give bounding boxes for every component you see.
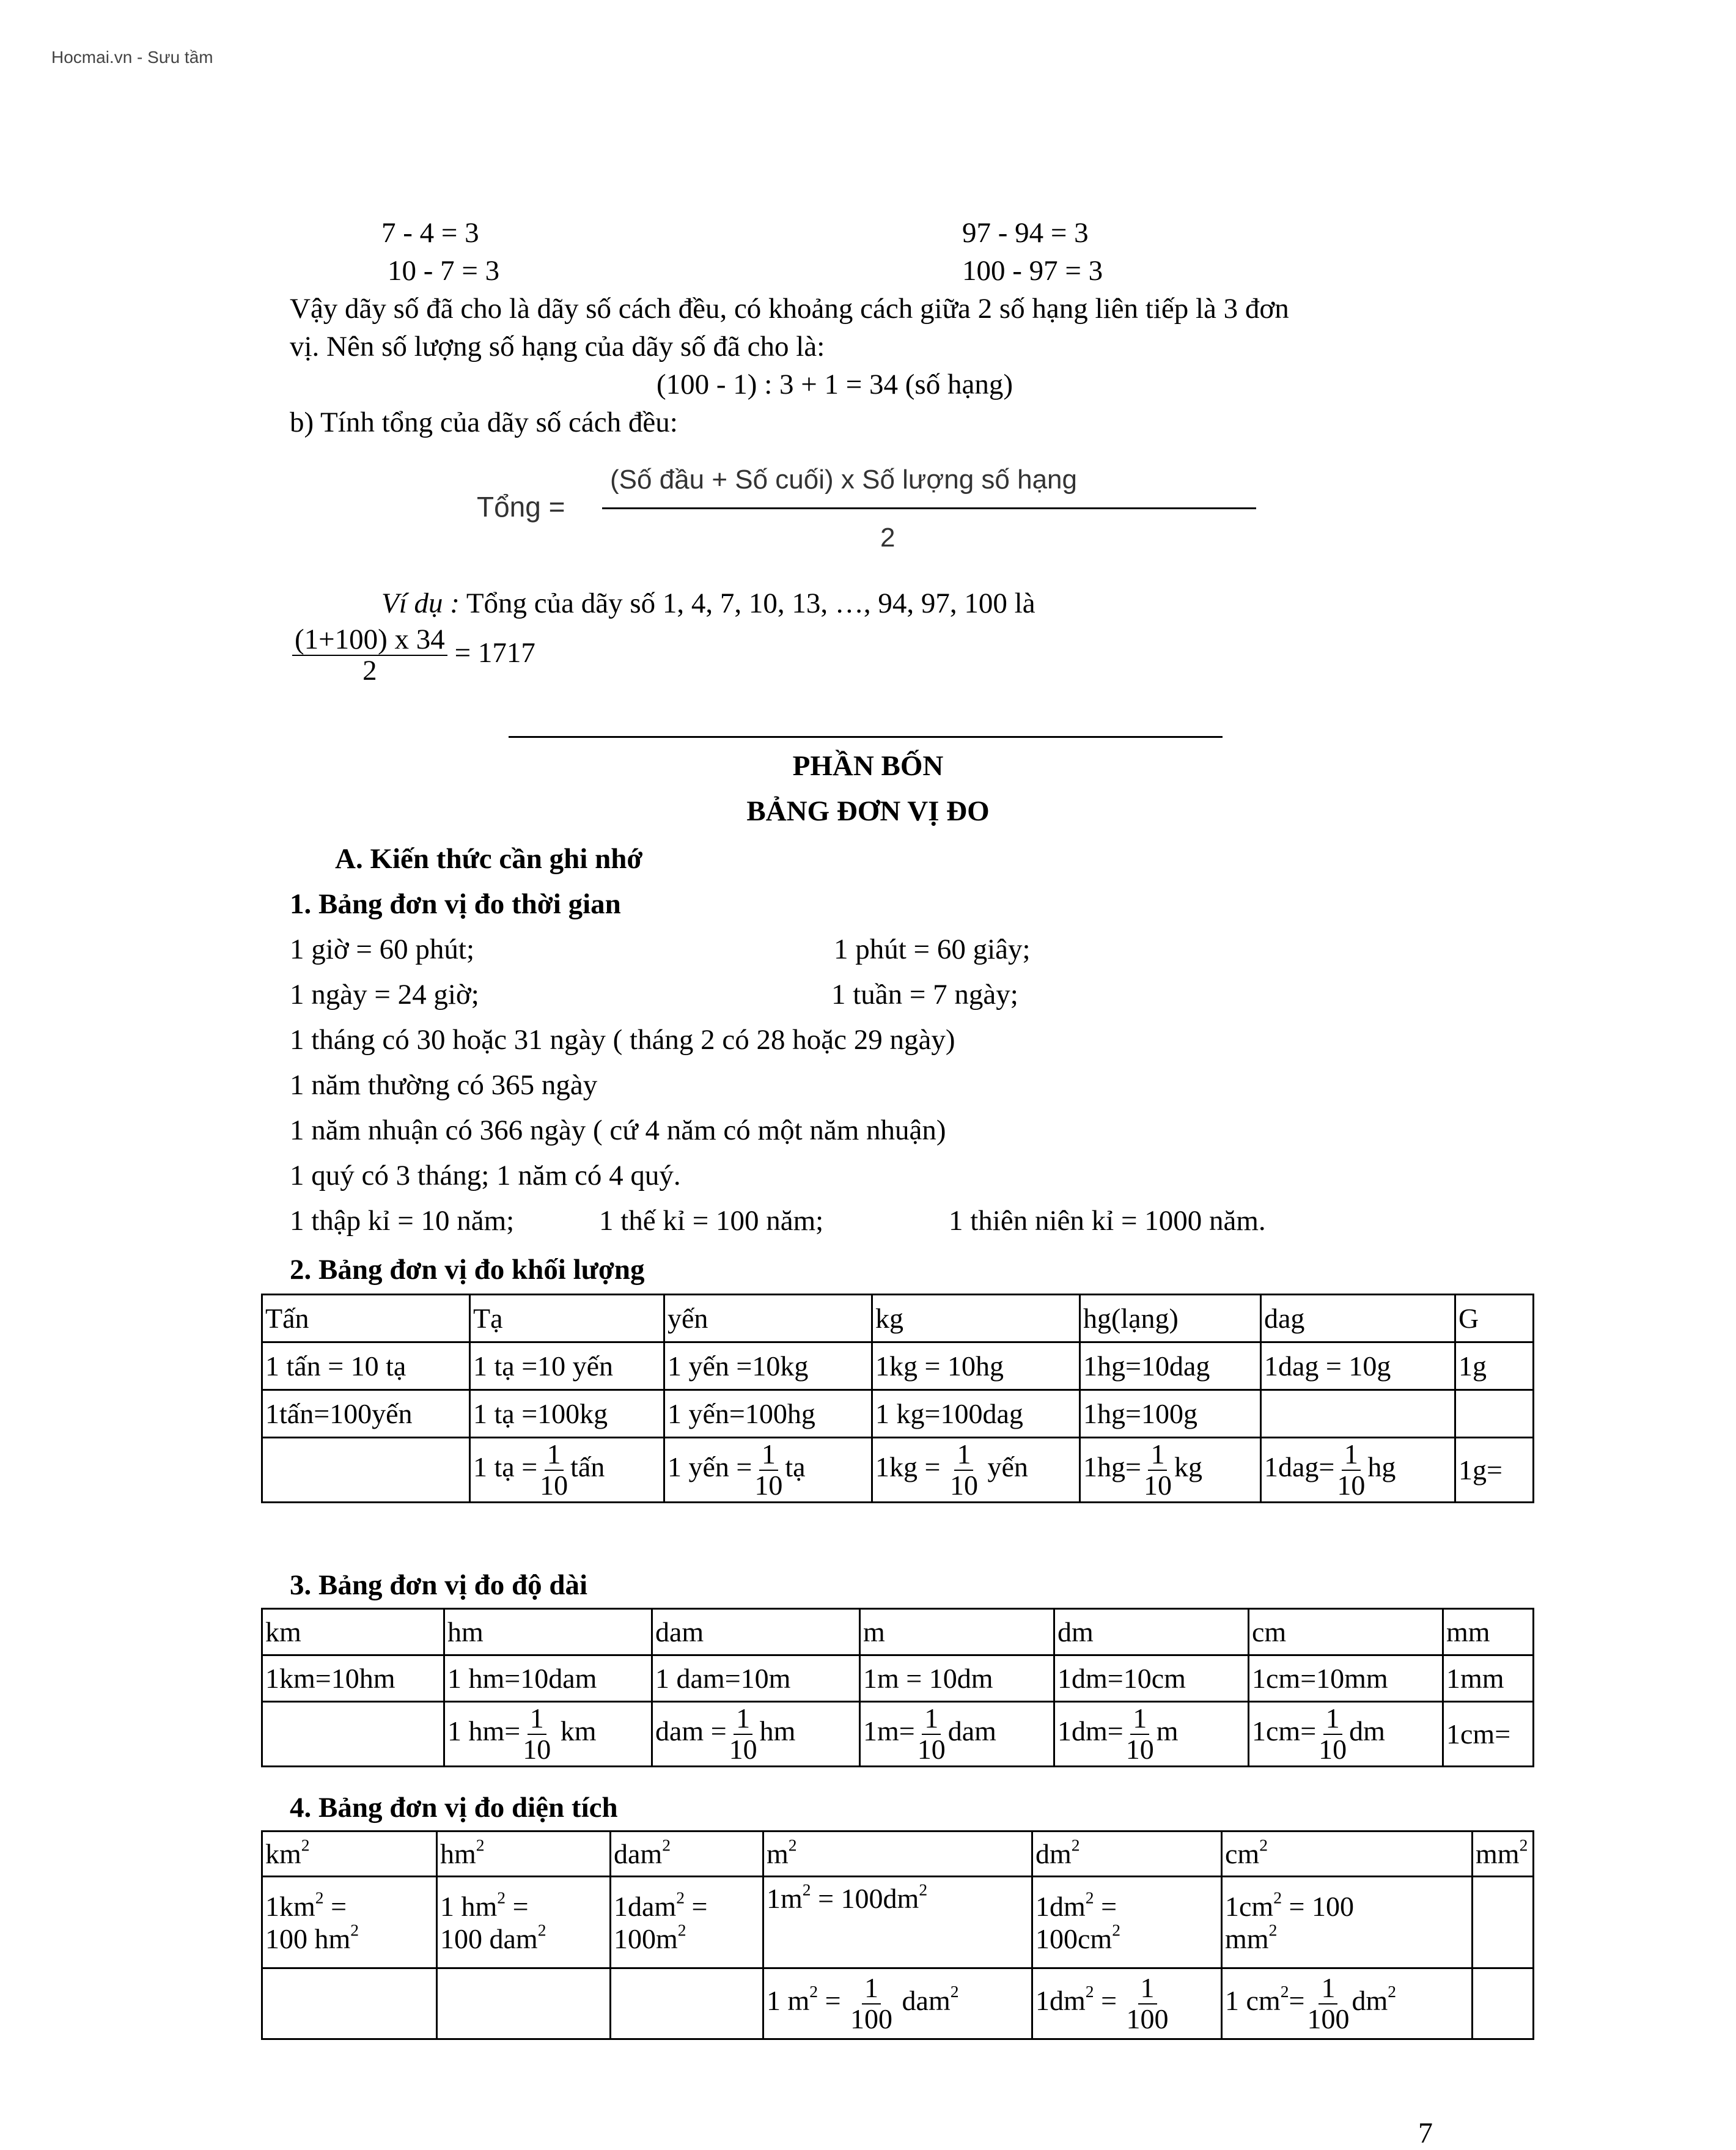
formula-denominator: 2: [880, 523, 896, 553]
mass-cell: 1kg = 10hg: [872, 1342, 1080, 1390]
area-unit: $hm^2$: [437, 1832, 611, 1877]
area-unit: $cm^2$: [1222, 1832, 1473, 1877]
fraction: $\frac{1}{10}$: [1143, 1438, 1172, 1501]
time-row-7c: 1 thiên niên kỉ = 1000 năm.: [949, 1205, 1266, 1237]
length-cell: 1dm=10cm: [1054, 1655, 1249, 1702]
length-cell: 1mm: [1443, 1655, 1534, 1702]
time-row-5: 1 năm nhuận có 366 ngày ( cứ 4 năm có một năm nhuận): [290, 1114, 946, 1146]
fraction: $\frac{1}{10}$: [523, 1703, 551, 1765]
example-label: Ví dụ :: [381, 587, 460, 619]
example-fraction: [292, 625, 447, 687]
time-row-2b: 1 tuần = 7 ngày;: [831, 979, 1018, 1011]
example-calculation: [292, 625, 535, 687]
area-cell-empty: [611, 1968, 763, 2039]
length-fraction-cell: 1cm= $\frac{1}{10}$ dm: [1249, 1702, 1443, 1767]
mass-cell: 1 tấn = 10 tạ: [262, 1342, 470, 1390]
mass-cell: 1hg=10dag: [1080, 1342, 1261, 1390]
mass-fraction-cell: 1g=: [1455, 1438, 1534, 1503]
example-line: [381, 587, 1035, 620]
mass-cell: 1 tạ =10 yến: [470, 1342, 664, 1390]
area-cell: $1km^2$ = 100 $hm^2$: [262, 1877, 437, 1968]
formula-label: Tổng =: [477, 491, 565, 523]
sum-formula: [477, 465, 1259, 556]
time-row-3: 1 tháng có 30 hoặc 31 ngày ( tháng 2 có 28 hoặc 29 ngày): [290, 1024, 955, 1056]
mass-heading: 2. Bảng đơn vị đo khối lượng: [290, 1254, 645, 1286]
mass-cell: 1g: [1455, 1342, 1534, 1390]
time-row-2a: 1 ngày = 24 giờ;: [290, 979, 479, 1011]
section-divider: [509, 736, 1223, 738]
mass-fraction-cell: 1 tạ = $\frac{1}{10}$ tấn: [470, 1438, 664, 1503]
mass-fraction-cell: 1hg= $\frac{1}{10}$ kg: [1080, 1438, 1261, 1503]
mass-cell: 1 kg=100dag: [872, 1390, 1080, 1438]
mass-unit: G: [1455, 1295, 1534, 1342]
area-row-1: [262, 1877, 1534, 1968]
page-number: 7: [1418, 2117, 1433, 2149]
length-unit: mm: [1443, 1609, 1534, 1655]
mass-cell: 1tấn=100yến: [262, 1390, 470, 1438]
length-fraction-cell: 1 hm= $\frac{1}{10}$ km: [444, 1702, 652, 1767]
fraction: $\frac{1}{100}$: [850, 1972, 893, 2034]
length-cell: 1km=10hm: [262, 1655, 444, 1702]
example-denominator: 2: [362, 655, 377, 687]
fraction: $\frac{1}{10}$: [540, 1438, 568, 1501]
time-row-6: 1 quý có 3 tháng; 1 năm có 4 quý.: [290, 1160, 681, 1191]
fraction: $\frac{1}{10}$: [754, 1438, 783, 1501]
section-subtitle: A. Kiến thức cần ghi nhớ: [335, 843, 643, 875]
mass-table: [261, 1294, 1534, 1503]
area-unit: $mm^2$: [1473, 1832, 1534, 1877]
length-cell-empty: [262, 1702, 444, 1767]
fraction: $\frac{1}{100}$: [1307, 1972, 1350, 2034]
mass-cell: [1261, 1390, 1455, 1438]
length-units-row: [262, 1609, 1534, 1655]
area-cell-empty: [1473, 1968, 1534, 2039]
mass-unit: hg(lạng): [1080, 1295, 1261, 1342]
time-row-1b: 1 phút = 60 giây;: [834, 933, 1031, 965]
area-table: [261, 1830, 1534, 2040]
area-cell: 1dam$^2$ = $100m^2$: [611, 1877, 763, 1968]
area-unit: $km^2$: [262, 1832, 437, 1877]
area-unit: $dm^2$: [1032, 1832, 1222, 1877]
area-fraction-cell: $1dm^2$ = $\frac{1}{100}$: [1032, 1968, 1222, 2039]
area-cell: 1 $hm^2$ = 100 dam$^2$: [437, 1877, 611, 1968]
length-unit: dam: [652, 1609, 860, 1655]
area-cell-empty: [262, 1968, 437, 2039]
mass-row-1: [262, 1342, 1534, 1390]
time-row-7a: 1 thập kỉ = 10 năm;: [290, 1205, 515, 1237]
mass-unit: Tạ: [470, 1295, 664, 1342]
area-cell-empty: [437, 1968, 611, 2039]
length-unit: dm: [1054, 1609, 1249, 1655]
area-fraction-cell: 1 $m^2$ = $\frac{1}{100}$ dam$^2$: [763, 1968, 1032, 2039]
equation-1: 7 - 4 = 3: [381, 217, 479, 249]
paragraph-line-2: vị. Nên số lượng số hạng của dãy số đã cho là:: [290, 331, 825, 363]
mass-cell: 1 tạ =100kg: [470, 1390, 664, 1438]
length-cell: 1m = 10dm: [860, 1655, 1054, 1702]
count-formula: (100 - 1) : 3 + 1 = 34 (số hạng): [657, 369, 1013, 400]
formula-fraction-bar: [602, 507, 1256, 509]
length-heading: 3. Bảng đơn vị đo độ dài: [290, 1569, 588, 1601]
length-fraction-cell: 1cm=: [1443, 1702, 1534, 1767]
area-cell: $1m^2 = 100dm^2$: [763, 1877, 1032, 1968]
mass-row-3: [262, 1438, 1534, 1503]
length-unit: hm: [444, 1609, 652, 1655]
area-fraction-cell: 1 $cm^2=$ $\frac{1}{100}$ $dm^2$: [1222, 1968, 1473, 2039]
equation-2: 97 - 94 = 3: [962, 217, 1089, 249]
length-table: [261, 1608, 1534, 1767]
length-cell: 1cm=10mm: [1249, 1655, 1443, 1702]
example-text: Tổng của dãy số 1, 4, 7, 10, 13, …, 94, 97, 100 là: [466, 587, 1035, 619]
formula-numerator: (Số đầu + Số cuối) x Số lượng số hạng: [610, 465, 1077, 495]
mass-row-2: [262, 1390, 1534, 1438]
mass-cell: 1 yến =10kg: [664, 1342, 872, 1390]
mass-cell: [1455, 1390, 1534, 1438]
area-cell: $1dm^2$ = $100cm^2$: [1032, 1877, 1222, 1968]
area-unit: dam$^2$: [611, 1832, 763, 1877]
mass-units-row: [262, 1295, 1534, 1342]
fraction: $\frac{1}{10}$: [949, 1438, 978, 1501]
equation-3: 10 - 7 = 3: [388, 255, 500, 287]
length-unit: km: [262, 1609, 444, 1655]
length-row-1: [262, 1655, 1534, 1702]
time-row-4: 1 năm thường có 365 ngày: [290, 1069, 598, 1101]
length-cell: 1 hm=10dam: [444, 1655, 652, 1702]
length-row-2: [262, 1702, 1534, 1767]
example-numerator: (1+100) x 34: [292, 625, 447, 656]
mass-fraction-cell: 1kg = $\frac{1}{10}$ yến: [872, 1438, 1080, 1503]
mass-cell: 1hg=100g: [1080, 1390, 1261, 1438]
length-unit: cm: [1249, 1609, 1443, 1655]
mass-cell-empty: [262, 1438, 470, 1503]
mass-unit: dag: [1261, 1295, 1455, 1342]
section-title: BẢNG ĐƠN VỊ ĐO: [746, 795, 990, 827]
time-row-1a: 1 giờ = 60 phút;: [290, 933, 475, 965]
area-unit: $m^2$: [763, 1832, 1032, 1877]
part-b-heading: b) Tính tổng của dãy số cách đều:: [290, 407, 678, 438]
mass-cell: 1dag = 10g: [1261, 1342, 1455, 1390]
header-source: Hocmai.vn - Sưu tầm: [51, 48, 213, 67]
fraction: $\frac{1}{10}$: [917, 1703, 946, 1765]
part-title: PHẦN BỐN: [792, 750, 944, 782]
mass-cell: 1 yến=100hg: [664, 1390, 872, 1438]
area-row-2: [262, 1968, 1534, 2039]
length-fraction-cell: dam = $\frac{1}{10}$ hm: [652, 1702, 860, 1767]
area-heading: 4. Bảng đơn vị đo diện tích: [290, 1792, 618, 1824]
mass-fraction-cell: 1dag= $\frac{1}{10}$ hg: [1261, 1438, 1455, 1503]
length-fraction-cell: 1m= $\frac{1}{10}$ dam: [860, 1702, 1054, 1767]
mass-unit: Tấn: [262, 1295, 470, 1342]
mass-unit: yến: [664, 1295, 872, 1342]
area-units-row: [262, 1832, 1534, 1877]
example-result: = 1717: [454, 637, 535, 669]
paragraph-line-1: Vậy dãy số đã cho là dãy số cách đều, có khoảng cách giữa 2 số hạng liên tiếp là 3 đơn: [290, 293, 1289, 325]
length-cell: 1 dam=10m: [652, 1655, 860, 1702]
fraction: $\frac{1}{10}$: [1125, 1703, 1154, 1765]
mass-unit: kg: [872, 1295, 1080, 1342]
time-heading: 1. Bảng đơn vị đo thời gian: [290, 888, 621, 920]
time-row-7b: 1 thế kỉ = 100 năm;: [599, 1205, 824, 1237]
length-fraction-cell: 1dm= $\frac{1}{10}$ m: [1054, 1702, 1249, 1767]
length-unit: m: [860, 1609, 1054, 1655]
fraction: $\frac{1}{10}$: [1337, 1438, 1366, 1501]
fraction: $\frac{1}{10}$: [1319, 1703, 1347, 1765]
fraction: $\frac{1}{10}$: [729, 1703, 757, 1765]
equation-4: 100 - 97 = 3: [962, 255, 1103, 287]
fraction: $\frac{1}{100}$: [1126, 1972, 1169, 2034]
area-cell: $1cm^2 = 100$ $mm^2$: [1222, 1877, 1473, 1968]
mass-fraction-cell: 1 yến = $\frac{1}{10}$ tạ: [664, 1438, 872, 1503]
area-cell-empty: [1473, 1877, 1534, 1968]
